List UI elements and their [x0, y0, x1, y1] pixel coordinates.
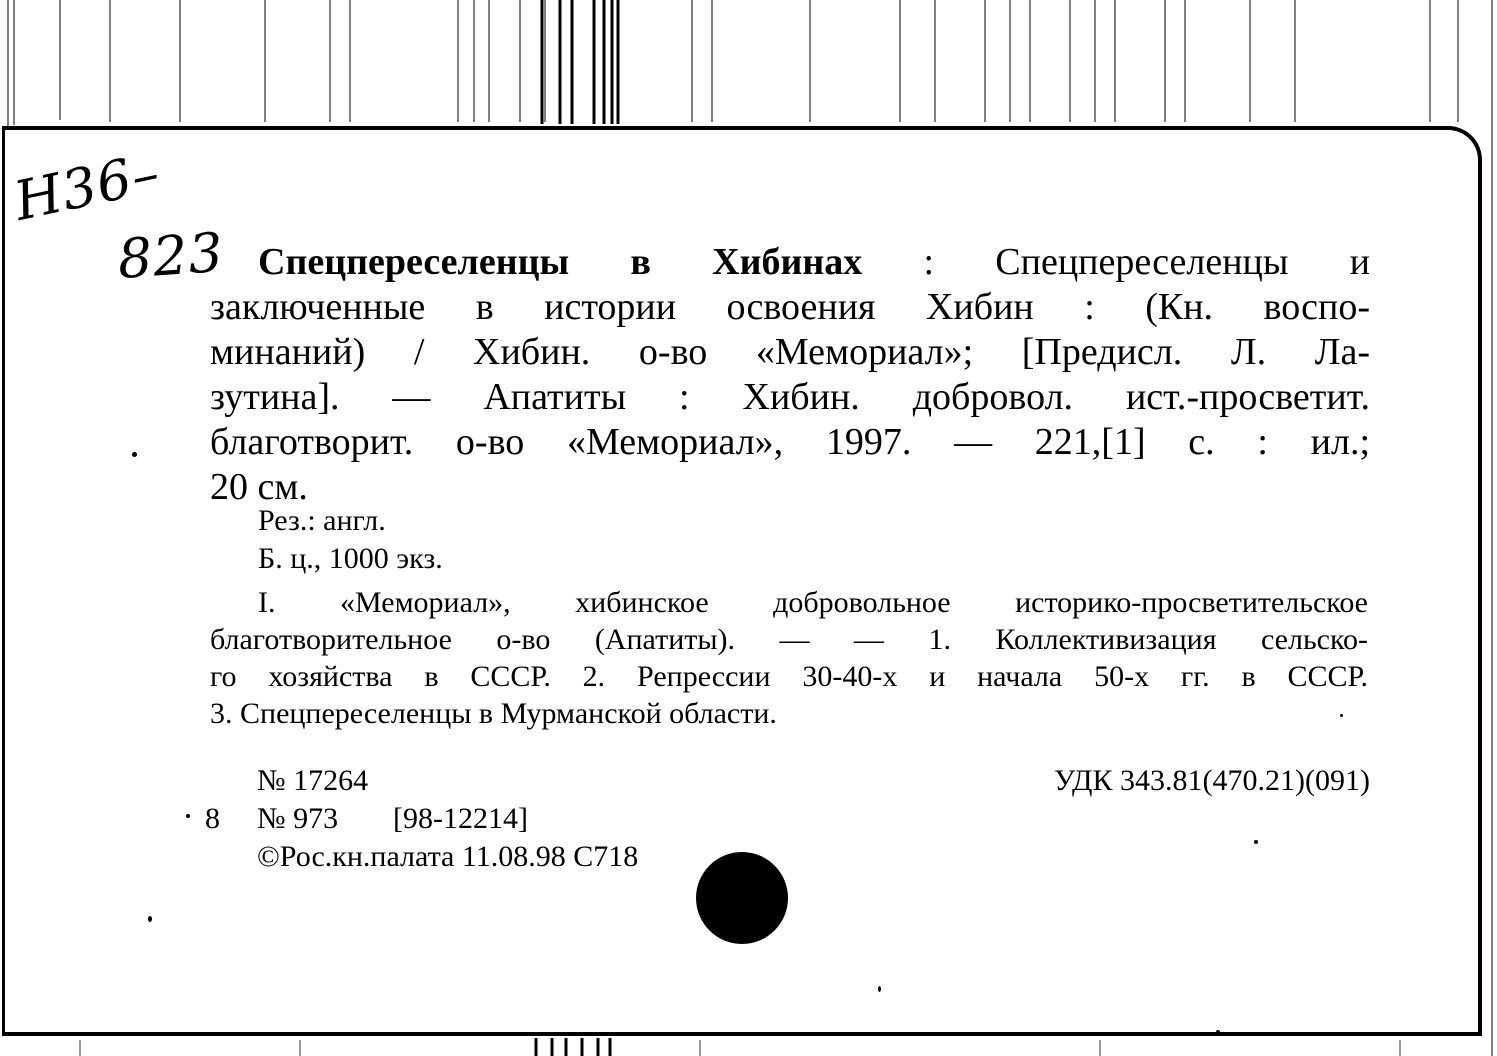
scan-speck — [1340, 714, 1343, 717]
card-footer — [205, 762, 1370, 876]
summary-note: Рез.: англ. — [258, 504, 386, 537]
card-number: № 973 — [257, 802, 339, 835]
bracket-code: [98-12214] — [393, 802, 528, 835]
card-prefix: 8 — [205, 802, 220, 835]
scan-speck — [132, 452, 137, 457]
scan-speck — [148, 916, 152, 922]
entry-line-6: 20 см. — [210, 466, 308, 508]
entry-line-4: зутина]. — Апатиты : Хибин. добровол. ист.-просветит. — [210, 376, 1370, 418]
price-note: Б. ц., 1000 экз. — [258, 542, 443, 575]
footer-row-3 — [205, 838, 1370, 876]
scan-speck — [1254, 840, 1258, 844]
entry-line-5: благотворит. о-во «Мемориал», 1997. — 221,[1] с. : ил.; — [210, 421, 1370, 463]
entry-line-2: заключенные в истории освоения Хибин : (Кн. воспо- — [210, 286, 1370, 328]
scan-speck — [186, 814, 190, 818]
shelfmark-line-2: 823 — [115, 220, 226, 291]
punch-hole — [696, 852, 788, 944]
scan-speck — [1216, 1030, 1220, 1034]
tracing-line-3: го хозяйства в СССР. 2. Репрессии 30-40-х и начала 50-х гг. в СССР. — [210, 660, 1368, 693]
tracing-block — [210, 584, 1368, 732]
udk-code: УДК 343.81(470.21)(091) — [1053, 764, 1370, 797]
tracing-line-4: 3. Спецпереселенцы в Мурманской области. — [210, 697, 777, 730]
record-number: № 17264 — [257, 764, 369, 797]
entry-title-rest: : Спецпереселенцы и — [862, 241, 1370, 283]
tracing-line-2: благотворительное о-во (Апатиты). — — 1. Коллективизация сельско- — [210, 623, 1368, 656]
entry-title: Спецпереселенцы в Хибинах — [258, 241, 863, 283]
notes-block — [210, 502, 1370, 578]
handwritten-shelfmark — [8, 140, 232, 300]
entry-line-3: минаний) / Хибин. о-во «Мемориал»; [Предисл. Л. Ла- — [210, 331, 1370, 373]
bibliographic-entry — [210, 240, 1370, 510]
book-chamber-stamp: ©Рос.кн.палата 11.08.98 С718 — [257, 840, 639, 873]
tracing-line-1: I. «Мемориал», хибинское добровольное историко-просветительское — [258, 586, 1368, 619]
entry-line-1 — [210, 240, 1370, 285]
shelfmark-line-1: Н36– — [8, 140, 166, 233]
footer-row-1 — [205, 762, 1370, 800]
footer-row-2 — [205, 800, 1370, 838]
scan-speck — [878, 986, 881, 992]
